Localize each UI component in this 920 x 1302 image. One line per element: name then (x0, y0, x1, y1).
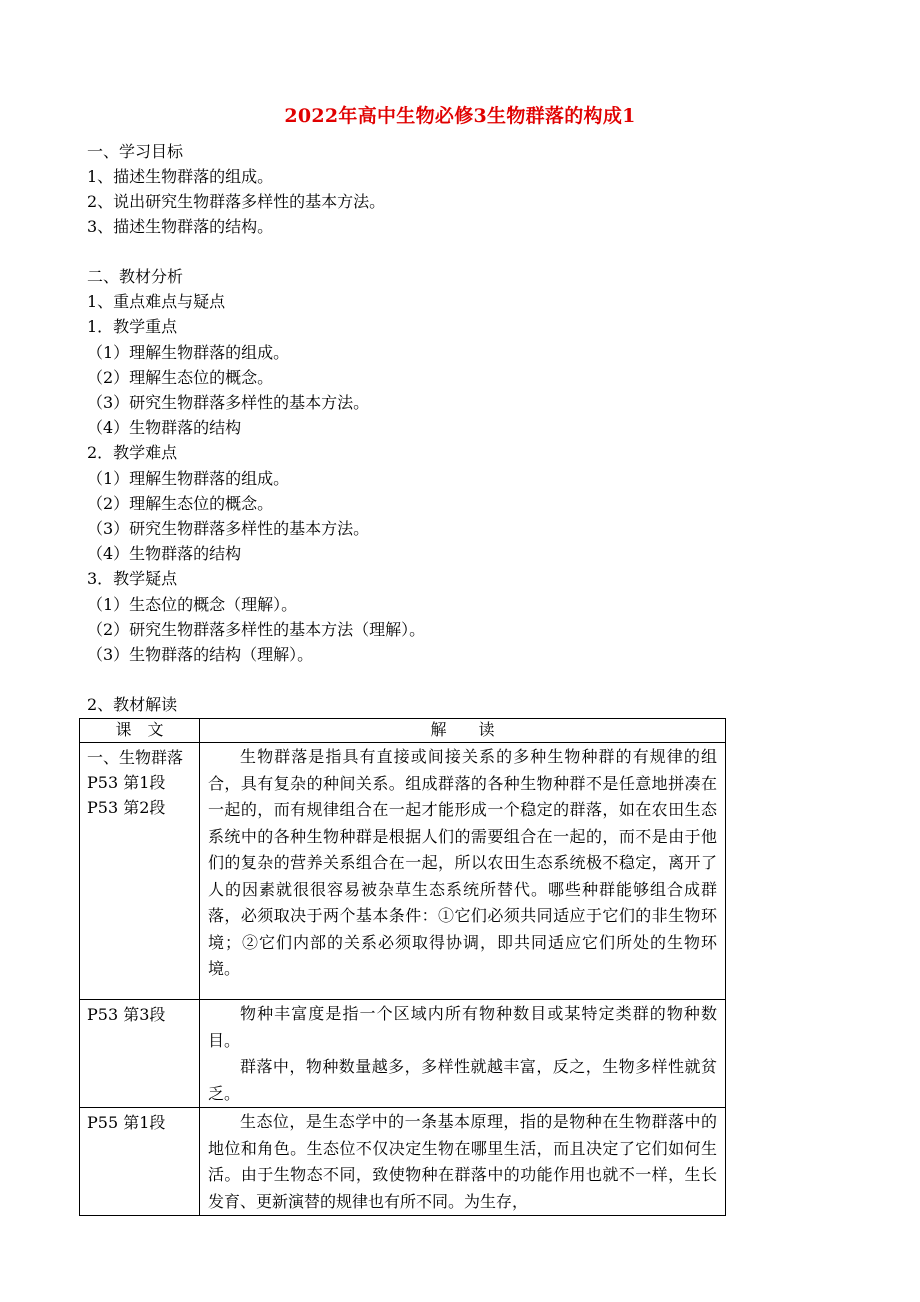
header-cell-text: 课 文 (80, 719, 200, 743)
interpretation-table (79, 718, 726, 1216)
reference-line: 一、生物群落 (87, 748, 184, 767)
difficult-point-item: （2）理解生态位的概念。 (87, 494, 274, 513)
reference-cell (80, 743, 200, 1000)
reference-line: P53 第1段 (87, 773, 166, 792)
key-point-item: （3）研究生物群落多样性的基本方法。 (87, 393, 370, 412)
difficult-point-item: （3）研究生物群落多样性的基本方法。 (87, 519, 370, 538)
doubt-point-item: （2）研究生物群落多样性的基本方法（理解）。 (87, 620, 426, 639)
table-row (80, 1108, 726, 1216)
difficult-point-item: （4）生物群落的结构 (87, 544, 242, 563)
table-header-row (80, 719, 726, 743)
section-heading-objectives: 一、学习目标 (87, 142, 184, 161)
interpretation-paragraph: 生物群落是指具有直接或间接关系的多种生物种群的有规律的组合，具有复杂的种间关系。组成群落的各种生物种群不是任意地拼凑在一起的，而有规律组合在一起才能形成一个稳定的群落，如在农田生态系统中的各种生物种群是根据人们的需要组合在一起的，而不是由于他们的复杂的营养关系组合在一起，所以农田生态系统极不稳定，离开了人的因素就很很容易被杂草生态系统所替代。哪些种群能够组合成群落，必须取决于两个基本条件：①它们必须共同适应于它们的非生物环境；②它们内部的关系必须取得协调，即共同适应它们所处的生物环境。 (208, 747, 717, 978)
doubt-points-heading: 3．教学疑点 (87, 569, 178, 588)
key-points-heading: 1．教学重点 (87, 317, 178, 336)
interpretation-cell (200, 1108, 726, 1216)
reference-line: P55 第1段 (87, 1113, 166, 1132)
subsection-heading: 2、教材解读 (87, 695, 178, 714)
objective-item: 2、说出研究生物群落多样性的基本方法。 (87, 192, 386, 211)
reference-cell (80, 1108, 200, 1216)
key-point-item: （1）理解生物群落的组成。 (87, 343, 290, 362)
section-heading-analysis: 二、教材分析 (87, 267, 184, 286)
table-row (80, 1000, 726, 1108)
header-cell-interpretation: 解 读 (200, 719, 726, 743)
interpretation-cell (200, 1000, 726, 1108)
reference-line: P53 第3段 (87, 1005, 166, 1024)
interpretation-paragraph: 生态位，是生态学中的一条基本原理，指的是物种在生物群落中的地位和角色。生态位不仅决定生物在哪里生活，而且决定了它们如何生活。由于生物态不同，致使物种在群落中的功能作用也就不一样，生长发育、更新演替的规律也有所不同。为生存， (208, 1112, 717, 1211)
difficult-points-heading: 2．教学难点 (87, 443, 178, 462)
doubt-point-item: （3）生物群落的结构（理解）。 (87, 645, 314, 664)
interpretation-paragraph: 群落中，物种数量越多，多样性就越丰富，反之，生物多样性就贫乏。 (208, 1057, 717, 1103)
interpretation-paragraph: 物种丰富度是指一个区域内所有物种数目或某特定类群的物种数目。 (208, 1004, 717, 1050)
reference-cell (80, 1000, 200, 1108)
table-row (80, 743, 726, 1000)
objective-item: 1、描述生物群落的组成。 (87, 167, 274, 186)
doubt-point-item: （1）生态位的概念（理解）。 (87, 595, 298, 614)
reference-line: P53 第2段 (87, 798, 166, 817)
interpretation-cell (200, 743, 726, 1000)
key-point-item: （2）理解生态位的概念。 (87, 368, 274, 387)
key-point-item: （4）生物群落的结构 (87, 418, 242, 437)
difficult-point-item: （1）理解生物群落的组成。 (87, 469, 290, 488)
objective-item: 3、描述生物群落的结构。 (87, 217, 274, 236)
document-title: 2022年高中生物必修3生物群落的构成1 (284, 105, 636, 127)
subsection-heading: 1、重点难点与疑点 (87, 292, 226, 311)
